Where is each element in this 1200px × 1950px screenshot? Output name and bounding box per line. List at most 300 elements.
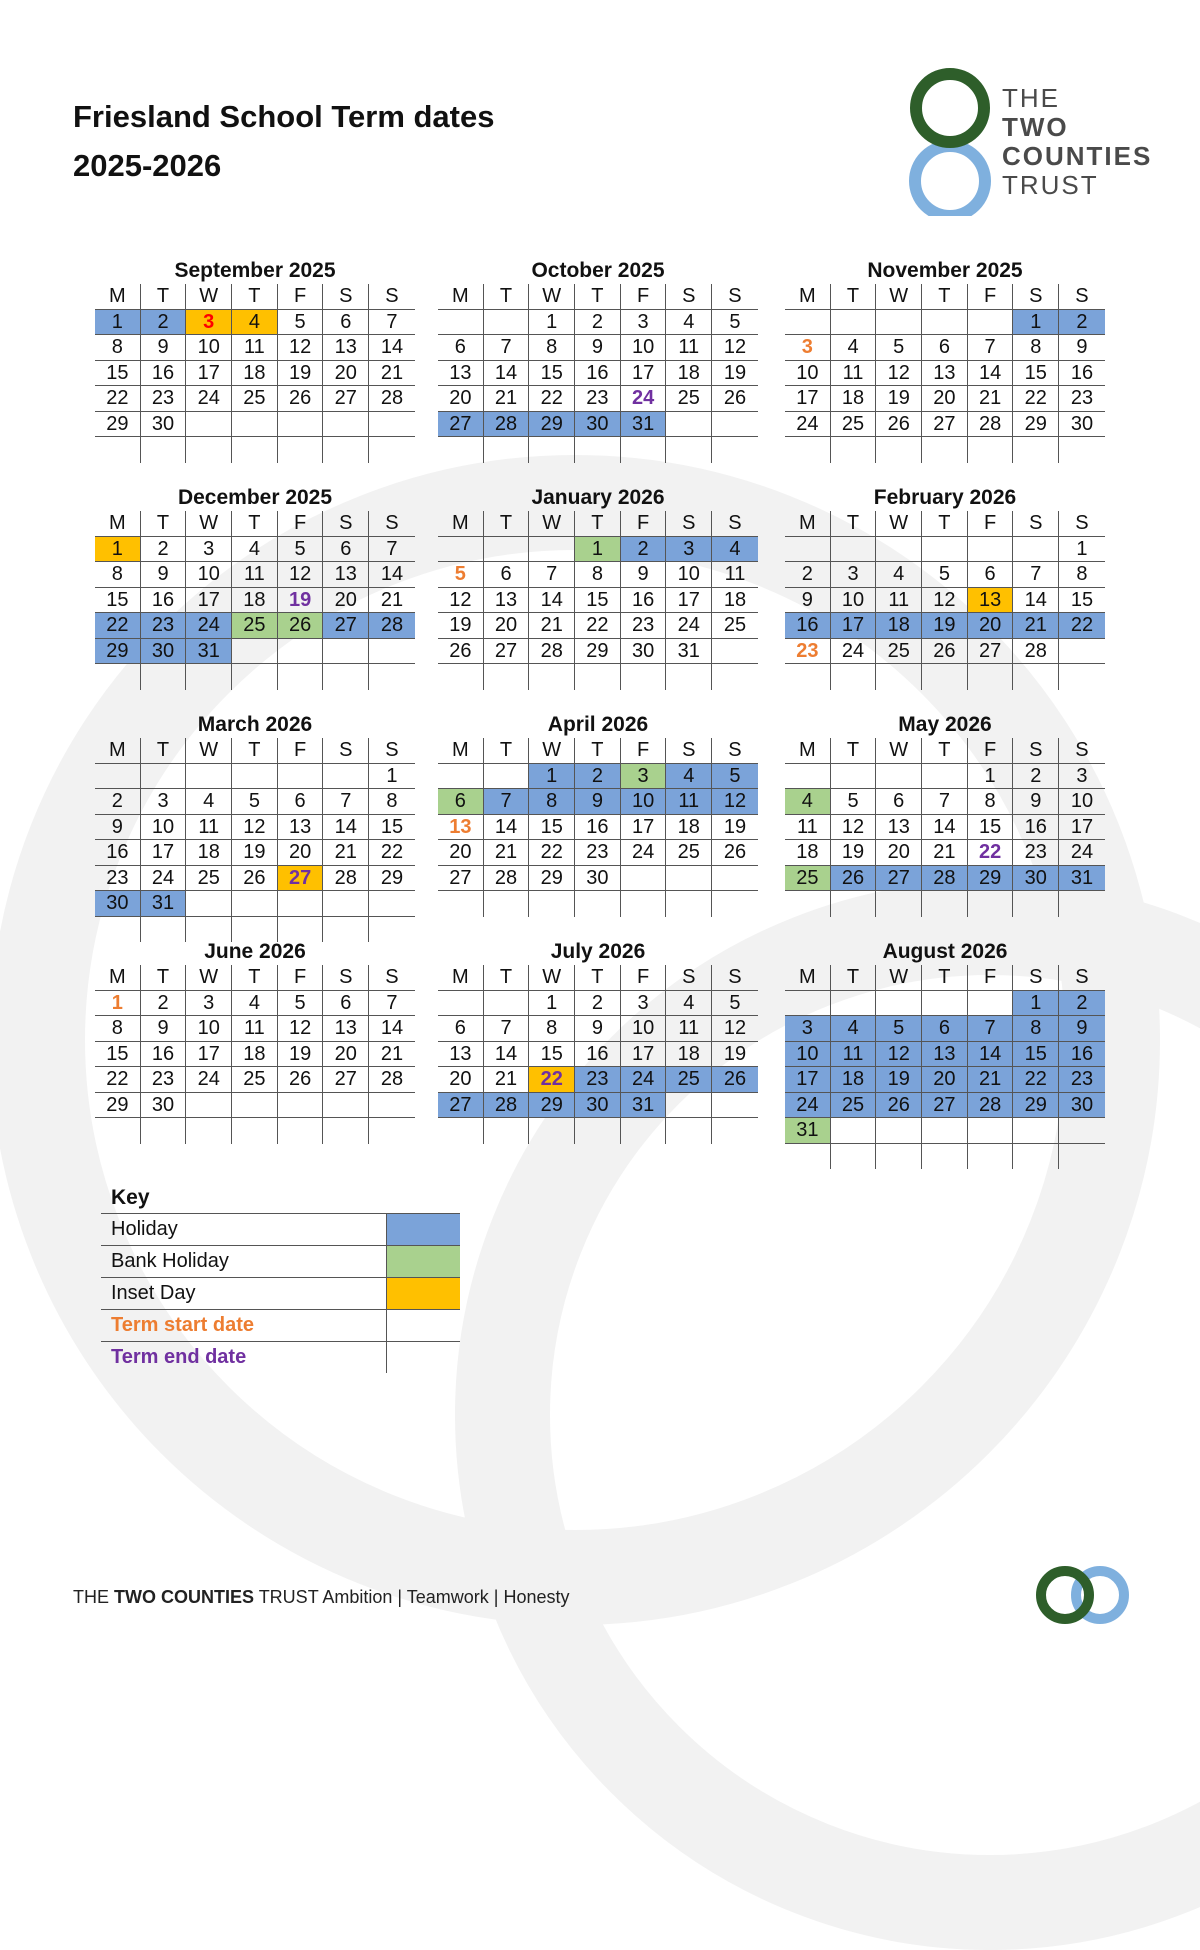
empty-cell bbox=[369, 639, 415, 665]
empty-cell bbox=[876, 1118, 922, 1144]
day-cell: 23 bbox=[1059, 1067, 1105, 1093]
day-cell: 22 bbox=[1013, 1067, 1059, 1093]
day-cell: 8 bbox=[95, 335, 141, 361]
empty-cell bbox=[484, 437, 530, 463]
day-cell: 12 bbox=[278, 562, 324, 588]
day-cell: 22 bbox=[1013, 386, 1059, 412]
empty-cell bbox=[369, 1118, 415, 1144]
day-cell: 16 bbox=[575, 361, 621, 387]
logo-word-counties: COUNTIES bbox=[1002, 141, 1153, 171]
empty-cell bbox=[831, 664, 877, 690]
month-calendar bbox=[438, 712, 758, 917]
day-cell: 22 bbox=[968, 840, 1014, 866]
weekday-header: F bbox=[278, 284, 324, 310]
weekday-header: W bbox=[876, 511, 922, 537]
empty-cell bbox=[95, 437, 141, 463]
weekday-header: T bbox=[141, 284, 187, 310]
empty-cell bbox=[831, 437, 877, 463]
day-cell: 24 bbox=[141, 866, 187, 892]
weekday-header: T bbox=[831, 965, 877, 991]
day-cell: 31 bbox=[621, 1093, 667, 1119]
weekday-header: M bbox=[785, 284, 831, 310]
day-cell: 21 bbox=[484, 840, 530, 866]
day-cell: 21 bbox=[968, 1067, 1014, 1093]
day-cell: 13 bbox=[484, 588, 530, 614]
weekday-header: M bbox=[785, 965, 831, 991]
day-cell: 30 bbox=[621, 639, 667, 665]
day-cell: 1 bbox=[968, 764, 1014, 790]
empty-cell bbox=[712, 1093, 758, 1119]
day-cell: 23 bbox=[621, 613, 667, 639]
day-cell: 13 bbox=[278, 815, 324, 841]
weekday-header: W bbox=[876, 965, 922, 991]
day-cell: 14 bbox=[1013, 588, 1059, 614]
day-cell: 19 bbox=[712, 361, 758, 387]
day-cell: 25 bbox=[232, 613, 278, 639]
empty-cell bbox=[484, 664, 530, 690]
empty-cell bbox=[278, 1118, 324, 1144]
day-cell: 20 bbox=[922, 1067, 968, 1093]
key-item bbox=[101, 1213, 460, 1245]
day-cell: 14 bbox=[529, 588, 575, 614]
day-cell: 22 bbox=[529, 840, 575, 866]
day-cell: 29 bbox=[95, 639, 141, 665]
day-cell: 15 bbox=[95, 588, 141, 614]
empty-cell bbox=[438, 437, 484, 463]
empty-cell bbox=[922, 1118, 968, 1144]
day-cell: 2 bbox=[141, 991, 187, 1017]
day-cell: 9 bbox=[1059, 335, 1105, 361]
day-cell: 11 bbox=[666, 1016, 712, 1042]
day-cell: 26 bbox=[712, 386, 758, 412]
day-cell: 2 bbox=[575, 764, 621, 790]
day-cell: 10 bbox=[785, 1042, 831, 1068]
day-cell: 12 bbox=[438, 588, 484, 614]
empty-cell bbox=[712, 891, 758, 917]
day-cell: 16 bbox=[141, 588, 187, 614]
key-item-label: Term end date bbox=[101, 1342, 387, 1373]
key-item-swatch bbox=[387, 1278, 460, 1309]
empty-cell bbox=[785, 1144, 831, 1170]
day-cell: 23 bbox=[1013, 840, 1059, 866]
day-cell: 5 bbox=[712, 310, 758, 336]
day-cell: 4 bbox=[712, 537, 758, 563]
day-cell: 7 bbox=[369, 537, 415, 563]
day-cell: 19 bbox=[712, 815, 758, 841]
month-grid bbox=[438, 511, 758, 690]
day-cell: 17 bbox=[666, 588, 712, 614]
day-cell: 24 bbox=[621, 840, 667, 866]
day-cell: 21 bbox=[529, 613, 575, 639]
empty-cell bbox=[484, 764, 530, 790]
day-cell: 4 bbox=[876, 562, 922, 588]
weekday-header: T bbox=[922, 965, 968, 991]
day-cell: 1 bbox=[1013, 310, 1059, 336]
day-cell: 6 bbox=[438, 789, 484, 815]
day-cell: 10 bbox=[831, 588, 877, 614]
day-cell: 7 bbox=[922, 789, 968, 815]
empty-cell bbox=[438, 537, 484, 563]
day-cell: 30 bbox=[575, 866, 621, 892]
day-cell: 26 bbox=[876, 1093, 922, 1119]
day-cell: 7 bbox=[968, 335, 1014, 361]
empty-cell bbox=[232, 437, 278, 463]
day-cell: 10 bbox=[666, 562, 712, 588]
key-item-label: Inset Day bbox=[101, 1278, 387, 1309]
logo-word-two: TWO bbox=[1002, 112, 1069, 142]
day-cell: 23 bbox=[575, 1067, 621, 1093]
month-grid bbox=[438, 284, 758, 463]
weekday-header: T bbox=[141, 738, 187, 764]
day-cell: 25 bbox=[232, 386, 278, 412]
day-cell: 7 bbox=[323, 789, 369, 815]
empty-cell bbox=[369, 437, 415, 463]
empty-cell bbox=[232, 412, 278, 438]
day-cell: 23 bbox=[141, 613, 187, 639]
day-cell: 7 bbox=[484, 1016, 530, 1042]
weekday-header: F bbox=[278, 511, 324, 537]
day-cell: 2 bbox=[95, 789, 141, 815]
day-cell: 9 bbox=[575, 789, 621, 815]
day-cell: 19 bbox=[232, 840, 278, 866]
empty-cell bbox=[141, 764, 187, 790]
day-cell: 1 bbox=[95, 991, 141, 1017]
empty-cell bbox=[666, 437, 712, 463]
day-cell: 26 bbox=[278, 386, 324, 412]
empty-cell bbox=[785, 664, 831, 690]
empty-cell bbox=[438, 664, 484, 690]
day-cell: 19 bbox=[278, 361, 324, 387]
day-cell: 6 bbox=[922, 335, 968, 361]
key-item-label: Bank Holiday bbox=[101, 1246, 387, 1277]
day-cell: 11 bbox=[876, 588, 922, 614]
day-cell: 21 bbox=[484, 386, 530, 412]
day-cell: 8 bbox=[575, 562, 621, 588]
month-title: December 2025 bbox=[177, 486, 333, 509]
day-cell: 27 bbox=[278, 866, 324, 892]
weekday-header: T bbox=[484, 738, 530, 764]
empty-cell bbox=[438, 891, 484, 917]
day-cell: 15 bbox=[95, 1042, 141, 1068]
day-cell: 9 bbox=[95, 815, 141, 841]
day-cell: 5 bbox=[278, 310, 324, 336]
empty-cell bbox=[876, 764, 922, 790]
day-cell: 4 bbox=[232, 991, 278, 1017]
weekday-header: S bbox=[712, 965, 758, 991]
day-cell: 1 bbox=[529, 310, 575, 336]
day-cell: 23 bbox=[141, 1067, 187, 1093]
day-cell: 13 bbox=[968, 588, 1014, 614]
footer-bold: TWO COUNTIES bbox=[114, 1587, 255, 1607]
empty-cell bbox=[785, 437, 831, 463]
weekday-header: T bbox=[232, 738, 278, 764]
day-cell: 9 bbox=[575, 335, 621, 361]
empty-cell bbox=[785, 991, 831, 1017]
empty-cell bbox=[922, 991, 968, 1017]
month-calendar bbox=[438, 485, 758, 690]
day-cell: 22 bbox=[369, 840, 415, 866]
weekday-header: S bbox=[1013, 284, 1059, 310]
day-cell: 18 bbox=[831, 386, 877, 412]
weekday-header: T bbox=[922, 738, 968, 764]
day-cell: 3 bbox=[666, 537, 712, 563]
day-cell: 3 bbox=[186, 537, 232, 563]
day-cell: 14 bbox=[323, 815, 369, 841]
day-cell: 9 bbox=[575, 1016, 621, 1042]
day-cell: 25 bbox=[876, 639, 922, 665]
day-cell: 5 bbox=[278, 991, 324, 1017]
day-cell: 28 bbox=[1013, 639, 1059, 665]
weekday-header: W bbox=[529, 511, 575, 537]
day-cell: 15 bbox=[1059, 588, 1105, 614]
weekday-header: S bbox=[323, 284, 369, 310]
empty-cell bbox=[621, 866, 667, 892]
empty-cell bbox=[323, 1118, 369, 1144]
empty-cell bbox=[186, 764, 232, 790]
weekday-header: W bbox=[186, 284, 232, 310]
empty-cell bbox=[876, 437, 922, 463]
day-cell: 12 bbox=[876, 1042, 922, 1068]
footer-pre: THE bbox=[73, 1587, 115, 1607]
day-cell: 7 bbox=[484, 335, 530, 361]
day-cell: 25 bbox=[831, 412, 877, 438]
day-cell: 14 bbox=[968, 1042, 1014, 1068]
empty-cell bbox=[278, 1093, 324, 1119]
day-cell: 13 bbox=[323, 1016, 369, 1042]
day-cell: 31 bbox=[621, 412, 667, 438]
empty-cell bbox=[666, 1118, 712, 1144]
day-cell: 27 bbox=[438, 1093, 484, 1119]
day-cell: 30 bbox=[95, 891, 141, 917]
day-cell: 31 bbox=[1059, 866, 1105, 892]
empty-cell bbox=[876, 664, 922, 690]
day-cell: 3 bbox=[831, 562, 877, 588]
weekday-header: T bbox=[575, 284, 621, 310]
empty-cell bbox=[529, 664, 575, 690]
empty-cell bbox=[186, 664, 232, 690]
weekday-header: F bbox=[968, 284, 1014, 310]
empty-cell bbox=[232, 891, 278, 917]
day-cell: 10 bbox=[186, 1016, 232, 1042]
weekday-header: W bbox=[186, 738, 232, 764]
day-cell: 21 bbox=[369, 1042, 415, 1068]
day-cell: 26 bbox=[922, 639, 968, 665]
weekday-header: S bbox=[712, 284, 758, 310]
month-calendar bbox=[95, 939, 415, 1144]
day-cell: 12 bbox=[278, 335, 324, 361]
day-cell: 18 bbox=[666, 1042, 712, 1068]
page-title-line-1: Friesland School Term dates bbox=[73, 99, 495, 134]
day-cell: 9 bbox=[785, 588, 831, 614]
day-cell: 9 bbox=[141, 562, 187, 588]
day-cell: 22 bbox=[95, 386, 141, 412]
day-cell: 9 bbox=[621, 562, 667, 588]
day-cell: 2 bbox=[785, 562, 831, 588]
day-cell: 7 bbox=[968, 1016, 1014, 1042]
month-grid bbox=[95, 965, 415, 1144]
empty-cell bbox=[323, 412, 369, 438]
day-cell: 24 bbox=[621, 1067, 667, 1093]
key-rows bbox=[101, 1213, 460, 1373]
day-cell: 8 bbox=[95, 1016, 141, 1042]
day-cell: 10 bbox=[141, 815, 187, 841]
day-cell: 27 bbox=[323, 386, 369, 412]
weekday-header: S bbox=[1013, 511, 1059, 537]
day-cell: 12 bbox=[712, 335, 758, 361]
empty-cell bbox=[323, 664, 369, 690]
day-cell: 9 bbox=[1013, 789, 1059, 815]
month-title: August 2026 bbox=[882, 940, 1008, 963]
day-cell: 21 bbox=[484, 1067, 530, 1093]
weekday-header: S bbox=[323, 965, 369, 991]
day-cell: 14 bbox=[484, 1042, 530, 1068]
day-cell: 5 bbox=[922, 562, 968, 588]
day-cell: 11 bbox=[232, 562, 278, 588]
weekday-header: T bbox=[232, 965, 278, 991]
empty-cell bbox=[141, 1118, 187, 1144]
day-cell: 1 bbox=[95, 537, 141, 563]
day-cell: 24 bbox=[666, 613, 712, 639]
day-cell: 24 bbox=[186, 613, 232, 639]
day-cell: 3 bbox=[186, 310, 232, 336]
day-cell: 6 bbox=[876, 789, 922, 815]
day-cell: 16 bbox=[621, 588, 667, 614]
empty-cell bbox=[666, 866, 712, 892]
empty-cell bbox=[95, 764, 141, 790]
empty-cell bbox=[278, 437, 324, 463]
day-cell: 27 bbox=[323, 613, 369, 639]
day-cell: 25 bbox=[666, 1067, 712, 1093]
weekday-header: S bbox=[666, 738, 712, 764]
day-cell: 25 bbox=[232, 1067, 278, 1093]
day-cell: 26 bbox=[278, 613, 324, 639]
day-cell: 27 bbox=[968, 639, 1014, 665]
empty-cell bbox=[785, 537, 831, 563]
empty-cell bbox=[529, 891, 575, 917]
weekday-header: T bbox=[141, 965, 187, 991]
day-cell: 19 bbox=[922, 613, 968, 639]
weekday-header: M bbox=[785, 511, 831, 537]
day-cell: 1 bbox=[369, 764, 415, 790]
day-cell: 18 bbox=[186, 840, 232, 866]
day-cell: 20 bbox=[968, 613, 1014, 639]
weekday-header: S bbox=[666, 511, 712, 537]
day-cell: 2 bbox=[141, 537, 187, 563]
day-cell: 7 bbox=[1013, 562, 1059, 588]
day-cell: 28 bbox=[484, 866, 530, 892]
weekday-header: S bbox=[1059, 738, 1105, 764]
day-cell: 25 bbox=[785, 866, 831, 892]
empty-cell bbox=[1013, 891, 1059, 917]
day-cell: 31 bbox=[785, 1118, 831, 1144]
empty-cell bbox=[438, 1118, 484, 1144]
month-grid bbox=[95, 511, 415, 690]
empty-cell bbox=[1059, 1144, 1105, 1170]
empty-cell bbox=[666, 412, 712, 438]
logo-word-the: THE bbox=[1002, 83, 1060, 113]
month-title: January 2026 bbox=[531, 486, 665, 509]
day-cell: 11 bbox=[785, 815, 831, 841]
empty-cell bbox=[186, 437, 232, 463]
day-cell: 28 bbox=[529, 639, 575, 665]
day-cell: 16 bbox=[575, 815, 621, 841]
day-cell: 21 bbox=[369, 361, 415, 387]
day-cell: 22 bbox=[575, 613, 621, 639]
month-calendar bbox=[95, 712, 415, 942]
day-cell: 3 bbox=[621, 764, 667, 790]
day-cell: 25 bbox=[712, 613, 758, 639]
footer-logo-icon bbox=[1030, 1562, 1136, 1628]
empty-cell bbox=[968, 537, 1014, 563]
footer-text bbox=[73, 1587, 569, 1608]
day-cell: 6 bbox=[323, 991, 369, 1017]
weekday-header: S bbox=[323, 511, 369, 537]
day-cell: 13 bbox=[438, 1042, 484, 1068]
day-cell: 28 bbox=[484, 1093, 530, 1119]
day-cell: 20 bbox=[876, 840, 922, 866]
day-cell: 29 bbox=[1013, 412, 1059, 438]
day-cell: 17 bbox=[1059, 815, 1105, 841]
day-cell: 26 bbox=[232, 866, 278, 892]
day-cell: 12 bbox=[831, 815, 877, 841]
day-cell: 15 bbox=[575, 588, 621, 614]
day-cell: 5 bbox=[232, 789, 278, 815]
day-cell: 3 bbox=[186, 991, 232, 1017]
month-title: June 2026 bbox=[204, 940, 306, 963]
day-cell: 26 bbox=[438, 639, 484, 665]
weekday-header: F bbox=[968, 738, 1014, 764]
day-cell: 27 bbox=[922, 1093, 968, 1119]
day-cell: 15 bbox=[1013, 361, 1059, 387]
empty-cell bbox=[968, 310, 1014, 336]
empty-cell bbox=[876, 991, 922, 1017]
day-cell: 26 bbox=[712, 840, 758, 866]
day-cell: 13 bbox=[438, 815, 484, 841]
day-cell: 23 bbox=[141, 386, 187, 412]
day-cell: 30 bbox=[1059, 412, 1105, 438]
empty-cell bbox=[438, 991, 484, 1017]
month-grid bbox=[438, 965, 758, 1144]
weekday-header: M bbox=[438, 965, 484, 991]
day-cell: 24 bbox=[785, 412, 831, 438]
day-cell: 10 bbox=[621, 1016, 667, 1042]
day-cell: 9 bbox=[1059, 1016, 1105, 1042]
empty-cell bbox=[712, 437, 758, 463]
weekday-header: M bbox=[785, 738, 831, 764]
day-cell: 23 bbox=[1059, 386, 1105, 412]
weekday-header: S bbox=[666, 965, 712, 991]
day-cell: 30 bbox=[1013, 866, 1059, 892]
day-cell: 8 bbox=[95, 562, 141, 588]
day-cell: 2 bbox=[575, 310, 621, 336]
empty-cell bbox=[186, 1093, 232, 1119]
day-cell: 1 bbox=[95, 310, 141, 336]
weekday-header: T bbox=[232, 284, 278, 310]
day-cell: 29 bbox=[95, 1093, 141, 1119]
day-cell: 3 bbox=[785, 335, 831, 361]
day-cell: 3 bbox=[785, 1016, 831, 1042]
month-calendar bbox=[438, 258, 758, 463]
day-cell: 17 bbox=[141, 840, 187, 866]
empty-cell bbox=[831, 1118, 877, 1144]
weekday-header: F bbox=[968, 965, 1014, 991]
month-grid bbox=[785, 511, 1105, 690]
day-cell: 19 bbox=[438, 613, 484, 639]
day-cell: 1 bbox=[575, 537, 621, 563]
day-cell: 14 bbox=[968, 361, 1014, 387]
weekday-header: S bbox=[1013, 738, 1059, 764]
weekday-header: M bbox=[95, 738, 141, 764]
